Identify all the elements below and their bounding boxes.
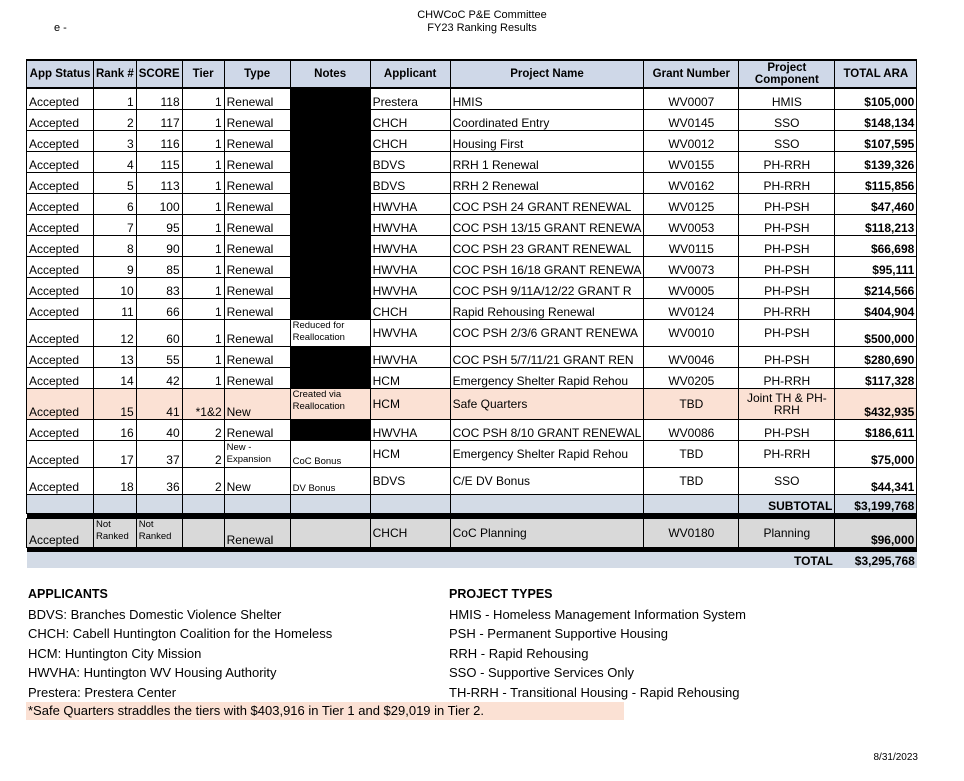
cell-notes [290, 257, 370, 278]
cell-rank: 17 [94, 441, 137, 468]
col-project-component: Project Component [739, 60, 835, 88]
cell-project-name: Rapid Rehousing Renewal [450, 299, 644, 320]
cell-grant-number: TBD [644, 389, 739, 420]
corner-mark: e - [54, 22, 67, 34]
cell-notes: CoC Bonus [290, 441, 370, 468]
cell-tier: 1 [182, 320, 224, 347]
footnote: *Safe Quarters straddles the tiers with $403,916 in Tier 1 and $29,019 in Tier 2. [26, 702, 624, 720]
cell-grant-number: WV0007 [644, 88, 739, 110]
cell-tier: 1 [182, 215, 224, 236]
cell-score: 60 [136, 320, 182, 347]
col-project-name: Project Name [450, 60, 644, 88]
cell-notes [290, 215, 370, 236]
cell-grant-number: WV0155 [644, 152, 739, 173]
legend-item: HMIS - Homeless Management Information System [449, 606, 746, 622]
col-grant-number: Grant Number [644, 60, 739, 88]
cell-rank: 3 [94, 131, 137, 152]
cell-type: Renewal [224, 420, 290, 441]
cell-score: 83 [136, 278, 182, 299]
table-row [27, 152, 917, 173]
cell-type: Renewal [224, 278, 290, 299]
cell-score: 115 [136, 152, 182, 173]
col-rank: Rank # [94, 60, 137, 88]
cell-applicant: HWVHA [370, 278, 450, 299]
planning-grant: WV0180 [644, 519, 739, 548]
cell-type: Renewal [224, 299, 290, 320]
cell-total: $66,698 [835, 236, 917, 257]
table-row [27, 257, 917, 278]
cell-component: SSO [739, 110, 835, 131]
cell-notes [290, 152, 370, 173]
cell-tier: 2 [182, 441, 224, 468]
table-row [27, 131, 917, 152]
cell-applicant: CHCH [370, 299, 450, 320]
legend-item: HWVHA: Huntington WV Housing Authority [28, 665, 277, 680]
table-row [27, 320, 917, 347]
cell-project-name: Coordinated Entry [450, 110, 644, 131]
cell-component: PH-PSH [739, 257, 835, 278]
cell-component: PH-PSH [739, 215, 835, 236]
cell-grant-number: WV0162 [644, 173, 739, 194]
cell-project-name: COC PSH 24 GRANT RENEWAL [450, 194, 644, 215]
cell-score: 117 [136, 110, 182, 131]
planning-project: CoC Planning [450, 519, 644, 548]
cell-total: $118,213 [835, 215, 917, 236]
table-row [27, 110, 917, 131]
cell-type: New - Expansion [224, 441, 290, 468]
cell-project-name: COC PSH 23 GRANT RENEWAL [450, 236, 644, 257]
cell-total: $44,341 [835, 468, 917, 495]
table-row [27, 299, 917, 320]
cell-grant-number: WV0073 [644, 257, 739, 278]
planning-score: Not Ranked [136, 519, 182, 548]
cell-tier: 1 [182, 88, 224, 110]
cell-score: 90 [136, 236, 182, 257]
report-date: 8/31/2023 [873, 752, 918, 763]
cell-rank: 15 [94, 389, 137, 420]
planning-applicant: CHCH [370, 519, 450, 548]
cell-grant-number: WV0012 [644, 131, 739, 152]
cell-total: $280,690 [835, 347, 917, 368]
cell-rank: 18 [94, 468, 137, 495]
cell-applicant: Prestera [370, 88, 450, 110]
planning-total: $96,000 [835, 519, 917, 548]
cell-rank: 7 [94, 215, 137, 236]
cell-applicant: HCM [370, 441, 450, 468]
cell-tier: 1 [182, 299, 224, 320]
cell-total: $432,935 [835, 389, 917, 420]
cell-project-name: Emergency Shelter Rapid Rehou [450, 368, 644, 389]
report-header [0, 9, 964, 35]
cell-score: 95 [136, 215, 182, 236]
cell-score: 36 [136, 468, 182, 495]
committee-title: CHWCoC P&E Committee [417, 9, 547, 21]
cell-score: 41 [136, 389, 182, 420]
total-value: $3,295,768 [835, 552, 917, 568]
cell-tier: 1 [182, 257, 224, 278]
col-total-ara: TOTAL ARA [835, 60, 917, 88]
cell-rank: 4 [94, 152, 137, 173]
cell-notes [290, 368, 370, 389]
cell-total: $404,904 [835, 299, 917, 320]
total-row [27, 552, 917, 568]
cell-project-name: COC PSH 8/10 GRANT RENEWAL [450, 420, 644, 441]
cell-project-name: COC PSH 5/7/11/21 GRANT REN [450, 347, 644, 368]
cell-component: Joint TH & PH-RRH [739, 389, 835, 420]
cell-notes [290, 236, 370, 257]
cell-type: Renewal [224, 131, 290, 152]
cell-project-name: Emergency Shelter Rapid Rehou [450, 441, 644, 468]
cell-tier: 1 [182, 173, 224, 194]
cell-status: Accepted [27, 88, 94, 110]
cell-component: PH-RRH [739, 368, 835, 389]
legend-item: Prestera: Prestera Center [28, 684, 177, 700]
cell-grant-number: WV0046 [644, 347, 739, 368]
cell-applicant: CHCH [370, 110, 450, 131]
cell-total: $214,566 [835, 278, 917, 299]
cell-status: Accepted [27, 173, 94, 194]
cell-grant-number: WV0145 [644, 110, 739, 131]
table-row [27, 215, 917, 236]
cell-tier: *1&2 [182, 389, 224, 420]
cell-grant-number: WV0053 [644, 215, 739, 236]
cell-score: 55 [136, 347, 182, 368]
cell-total: $105,000 [835, 88, 917, 110]
cell-tier: 1 [182, 347, 224, 368]
legend-item: CHCH: Cabell Huntington Coalition for the Homeless [28, 626, 333, 641]
cell-total: $148,134 [835, 110, 917, 131]
ranking-table [26, 59, 917, 568]
planning-row [27, 519, 917, 548]
table-row [27, 88, 917, 110]
legend-item: HCM: Huntington City Mission [28, 645, 202, 661]
cell-tier: 2 [182, 420, 224, 441]
cell-type: Renewal [224, 347, 290, 368]
cell-rank: 9 [94, 257, 137, 278]
col-tier: Tier [182, 60, 224, 88]
cell-applicant: BDVS [370, 173, 450, 194]
col-score: SCORE [136, 60, 182, 88]
cell-type: Renewal [224, 152, 290, 173]
cell-score: 66 [136, 299, 182, 320]
cell-rank: 10 [94, 278, 137, 299]
cell-project-name: HMIS [450, 88, 644, 110]
planning-status: Accepted [27, 519, 94, 548]
cell-component: PH-PSH [739, 420, 835, 441]
cell-rank: 5 [94, 173, 137, 194]
cell-rank: 6 [94, 194, 137, 215]
cell-status: Accepted [27, 441, 94, 468]
cell-rank: 2 [94, 110, 137, 131]
cell-component: PH-RRH [739, 299, 835, 320]
table-row [27, 420, 917, 441]
legend-item: SSO - Supportive Services Only [449, 665, 634, 680]
cell-notes: Reduced for Reallocation [290, 320, 370, 347]
cell-grant-number: WV0010 [644, 320, 739, 347]
cell-status: Accepted [27, 110, 94, 131]
cell-score: 37 [136, 441, 182, 468]
cell-type: New [224, 389, 290, 420]
cell-rank: 8 [94, 236, 137, 257]
cell-component: PH-RRH [739, 441, 835, 468]
table-row [27, 441, 917, 468]
planning-type: Renewal [224, 519, 290, 548]
subtotal-value: $3,199,768 [835, 495, 917, 514]
cell-rank: 16 [94, 420, 137, 441]
cell-applicant: CHCH [370, 131, 450, 152]
cell-rank: 1 [94, 88, 137, 110]
cell-type: Renewal [224, 257, 290, 278]
cell-notes: DV Bonus [290, 468, 370, 495]
cell-status: Accepted [27, 420, 94, 441]
cell-applicant: HWVHA [370, 347, 450, 368]
legend-item: TH-RRH - Transitional Housing - Rapid Rehousing [449, 684, 740, 700]
cell-grant-number: WV0125 [644, 194, 739, 215]
cell-applicant: HWVHA [370, 257, 450, 278]
cell-tier: 2 [182, 468, 224, 495]
col-notes: Notes [290, 60, 370, 88]
cell-score: 116 [136, 131, 182, 152]
cell-total: $75,000 [835, 441, 917, 468]
cell-tier: 1 [182, 152, 224, 173]
cell-notes [290, 347, 370, 368]
cell-project-name: C/E DV Bonus [450, 468, 644, 495]
applicants-title: APPLICANTS [28, 587, 108, 601]
table-row [27, 389, 917, 420]
cell-applicant: BDVS [370, 152, 450, 173]
cell-project-name: RRH 1 Renewal [450, 152, 644, 173]
cell-notes [290, 173, 370, 194]
subtotal-row [27, 495, 917, 514]
cell-tier: 1 [182, 236, 224, 257]
cell-notes [290, 299, 370, 320]
cell-type: Renewal [224, 236, 290, 257]
cell-status: Accepted [27, 389, 94, 420]
applicants-legend [28, 585, 332, 702]
cell-score: 113 [136, 173, 182, 194]
cell-component: PH-RRH [739, 173, 835, 194]
project-types-title: PROJECT TYPES [449, 587, 553, 601]
cell-grant-number: TBD [644, 468, 739, 495]
cell-score: 100 [136, 194, 182, 215]
cell-component: PH-PSH [739, 278, 835, 299]
total-label: TOTAL [739, 552, 835, 568]
cell-project-name: COC PSH 13/15 GRANT RENEWA [450, 215, 644, 236]
cell-total: $117,328 [835, 368, 917, 389]
table-row [27, 347, 917, 368]
cell-total: $95,111 [835, 257, 917, 278]
cell-grant-number: WV0205 [644, 368, 739, 389]
col-type: Type [224, 60, 290, 88]
cell-tier: 1 [182, 368, 224, 389]
cell-status: Accepted [27, 131, 94, 152]
cell-notes [290, 110, 370, 131]
cell-status: Accepted [27, 194, 94, 215]
cell-project-name: Housing First [450, 131, 644, 152]
cell-project-name: COC PSH 9/11A/12/22 GRANT R [450, 278, 644, 299]
cell-status: Accepted [27, 368, 94, 389]
cell-grant-number: WV0124 [644, 299, 739, 320]
cell-type: Renewal [224, 194, 290, 215]
cell-rank: 12 [94, 320, 137, 347]
planning-component: Planning [739, 519, 835, 548]
cell-tier: 1 [182, 131, 224, 152]
cell-component: PH-PSH [739, 194, 835, 215]
cell-status: Accepted [27, 152, 94, 173]
cell-notes [290, 131, 370, 152]
cell-component: SSO [739, 131, 835, 152]
cell-notes [290, 88, 370, 110]
cell-total: $107,595 [835, 131, 917, 152]
cell-project-name: Safe Quarters [450, 389, 644, 420]
planning-rank: Not Ranked [94, 519, 137, 548]
cell-applicant: BDVS [370, 468, 450, 495]
col-app-status: App Status [27, 60, 94, 88]
planning-tier [182, 519, 224, 548]
planning-notes [290, 519, 370, 548]
project-types-legend [449, 585, 746, 702]
cell-applicant: HWVHA [370, 320, 450, 347]
cell-status: Accepted [27, 347, 94, 368]
cell-total: $186,611 [835, 420, 917, 441]
table-row [27, 173, 917, 194]
cell-applicant: HWVHA [370, 236, 450, 257]
cell-status: Accepted [27, 215, 94, 236]
cell-notes [290, 194, 370, 215]
table-row [27, 194, 917, 215]
cell-type: Renewal [224, 110, 290, 131]
cell-component: PH-RRH [739, 152, 835, 173]
cell-applicant: HCM [370, 389, 450, 420]
legend-item: RRH - Rapid Rehousing [449, 645, 589, 661]
legend-item: PSH - Permanent Supportive Housing [449, 626, 668, 641]
report-subtitle: FY23 Ranking Results [427, 22, 537, 34]
cell-score: 85 [136, 257, 182, 278]
cell-status: Accepted [27, 236, 94, 257]
cell-type: Renewal [224, 368, 290, 389]
cell-status: Accepted [27, 299, 94, 320]
cell-total: $139,326 [835, 152, 917, 173]
cell-applicant: HCM [370, 368, 450, 389]
table-row [27, 368, 917, 389]
cell-component: PH-PSH [739, 236, 835, 257]
cell-rank: 13 [94, 347, 137, 368]
cell-component: HMIS [739, 88, 835, 110]
cell-rank: 11 [94, 299, 137, 320]
col-applicant: Applicant [370, 60, 450, 88]
cell-status: Accepted [27, 320, 94, 347]
cell-project-name: COC PSH 2/3/6 GRANT RENEWA [450, 320, 644, 347]
cell-applicant: HWVHA [370, 194, 450, 215]
cell-applicant: HWVHA [370, 215, 450, 236]
cell-type: Renewal [224, 88, 290, 110]
table-row [27, 278, 917, 299]
cell-status: Accepted [27, 257, 94, 278]
cell-applicant: HWVHA [370, 420, 450, 441]
cell-total: $115,856 [835, 173, 917, 194]
cell-component: PH-PSH [739, 320, 835, 347]
cell-total: $500,000 [835, 320, 917, 347]
cell-tier: 1 [182, 194, 224, 215]
cell-component: PH-PSH [739, 347, 835, 368]
legend-item: BDVS: Branches Domestic Violence Shelter [28, 606, 282, 622]
table-row [27, 468, 917, 495]
cell-notes: Created via Reallocation [290, 389, 370, 420]
cell-tier: 1 [182, 110, 224, 131]
cell-tier: 1 [182, 278, 224, 299]
cell-score: 118 [136, 88, 182, 110]
subtotal-label: SUBTOTAL [739, 495, 835, 514]
cell-type: Renewal [224, 173, 290, 194]
cell-grant-number: TBD [644, 441, 739, 468]
cell-status: Accepted [27, 468, 94, 495]
cell-score: 40 [136, 420, 182, 441]
cell-rank: 14 [94, 368, 137, 389]
cell-status: Accepted [27, 278, 94, 299]
cell-type: Renewal [224, 320, 290, 347]
cell-project-name: RRH 2 Renewal [450, 173, 644, 194]
cell-type: Renewal [224, 215, 290, 236]
cell-grant-number: WV0115 [644, 236, 739, 257]
cell-score: 42 [136, 368, 182, 389]
table-header-row [27, 60, 917, 88]
cell-type: New [224, 468, 290, 495]
cell-grant-number: WV0086 [644, 420, 739, 441]
cell-notes [290, 420, 370, 441]
cell-grant-number: WV0005 [644, 278, 739, 299]
cell-notes [290, 278, 370, 299]
table-row [27, 236, 917, 257]
cell-project-name: COC PSH 16/18 GRANT RENEWA [450, 257, 644, 278]
cell-total: $47,460 [835, 194, 917, 215]
cell-component: SSO [739, 468, 835, 495]
